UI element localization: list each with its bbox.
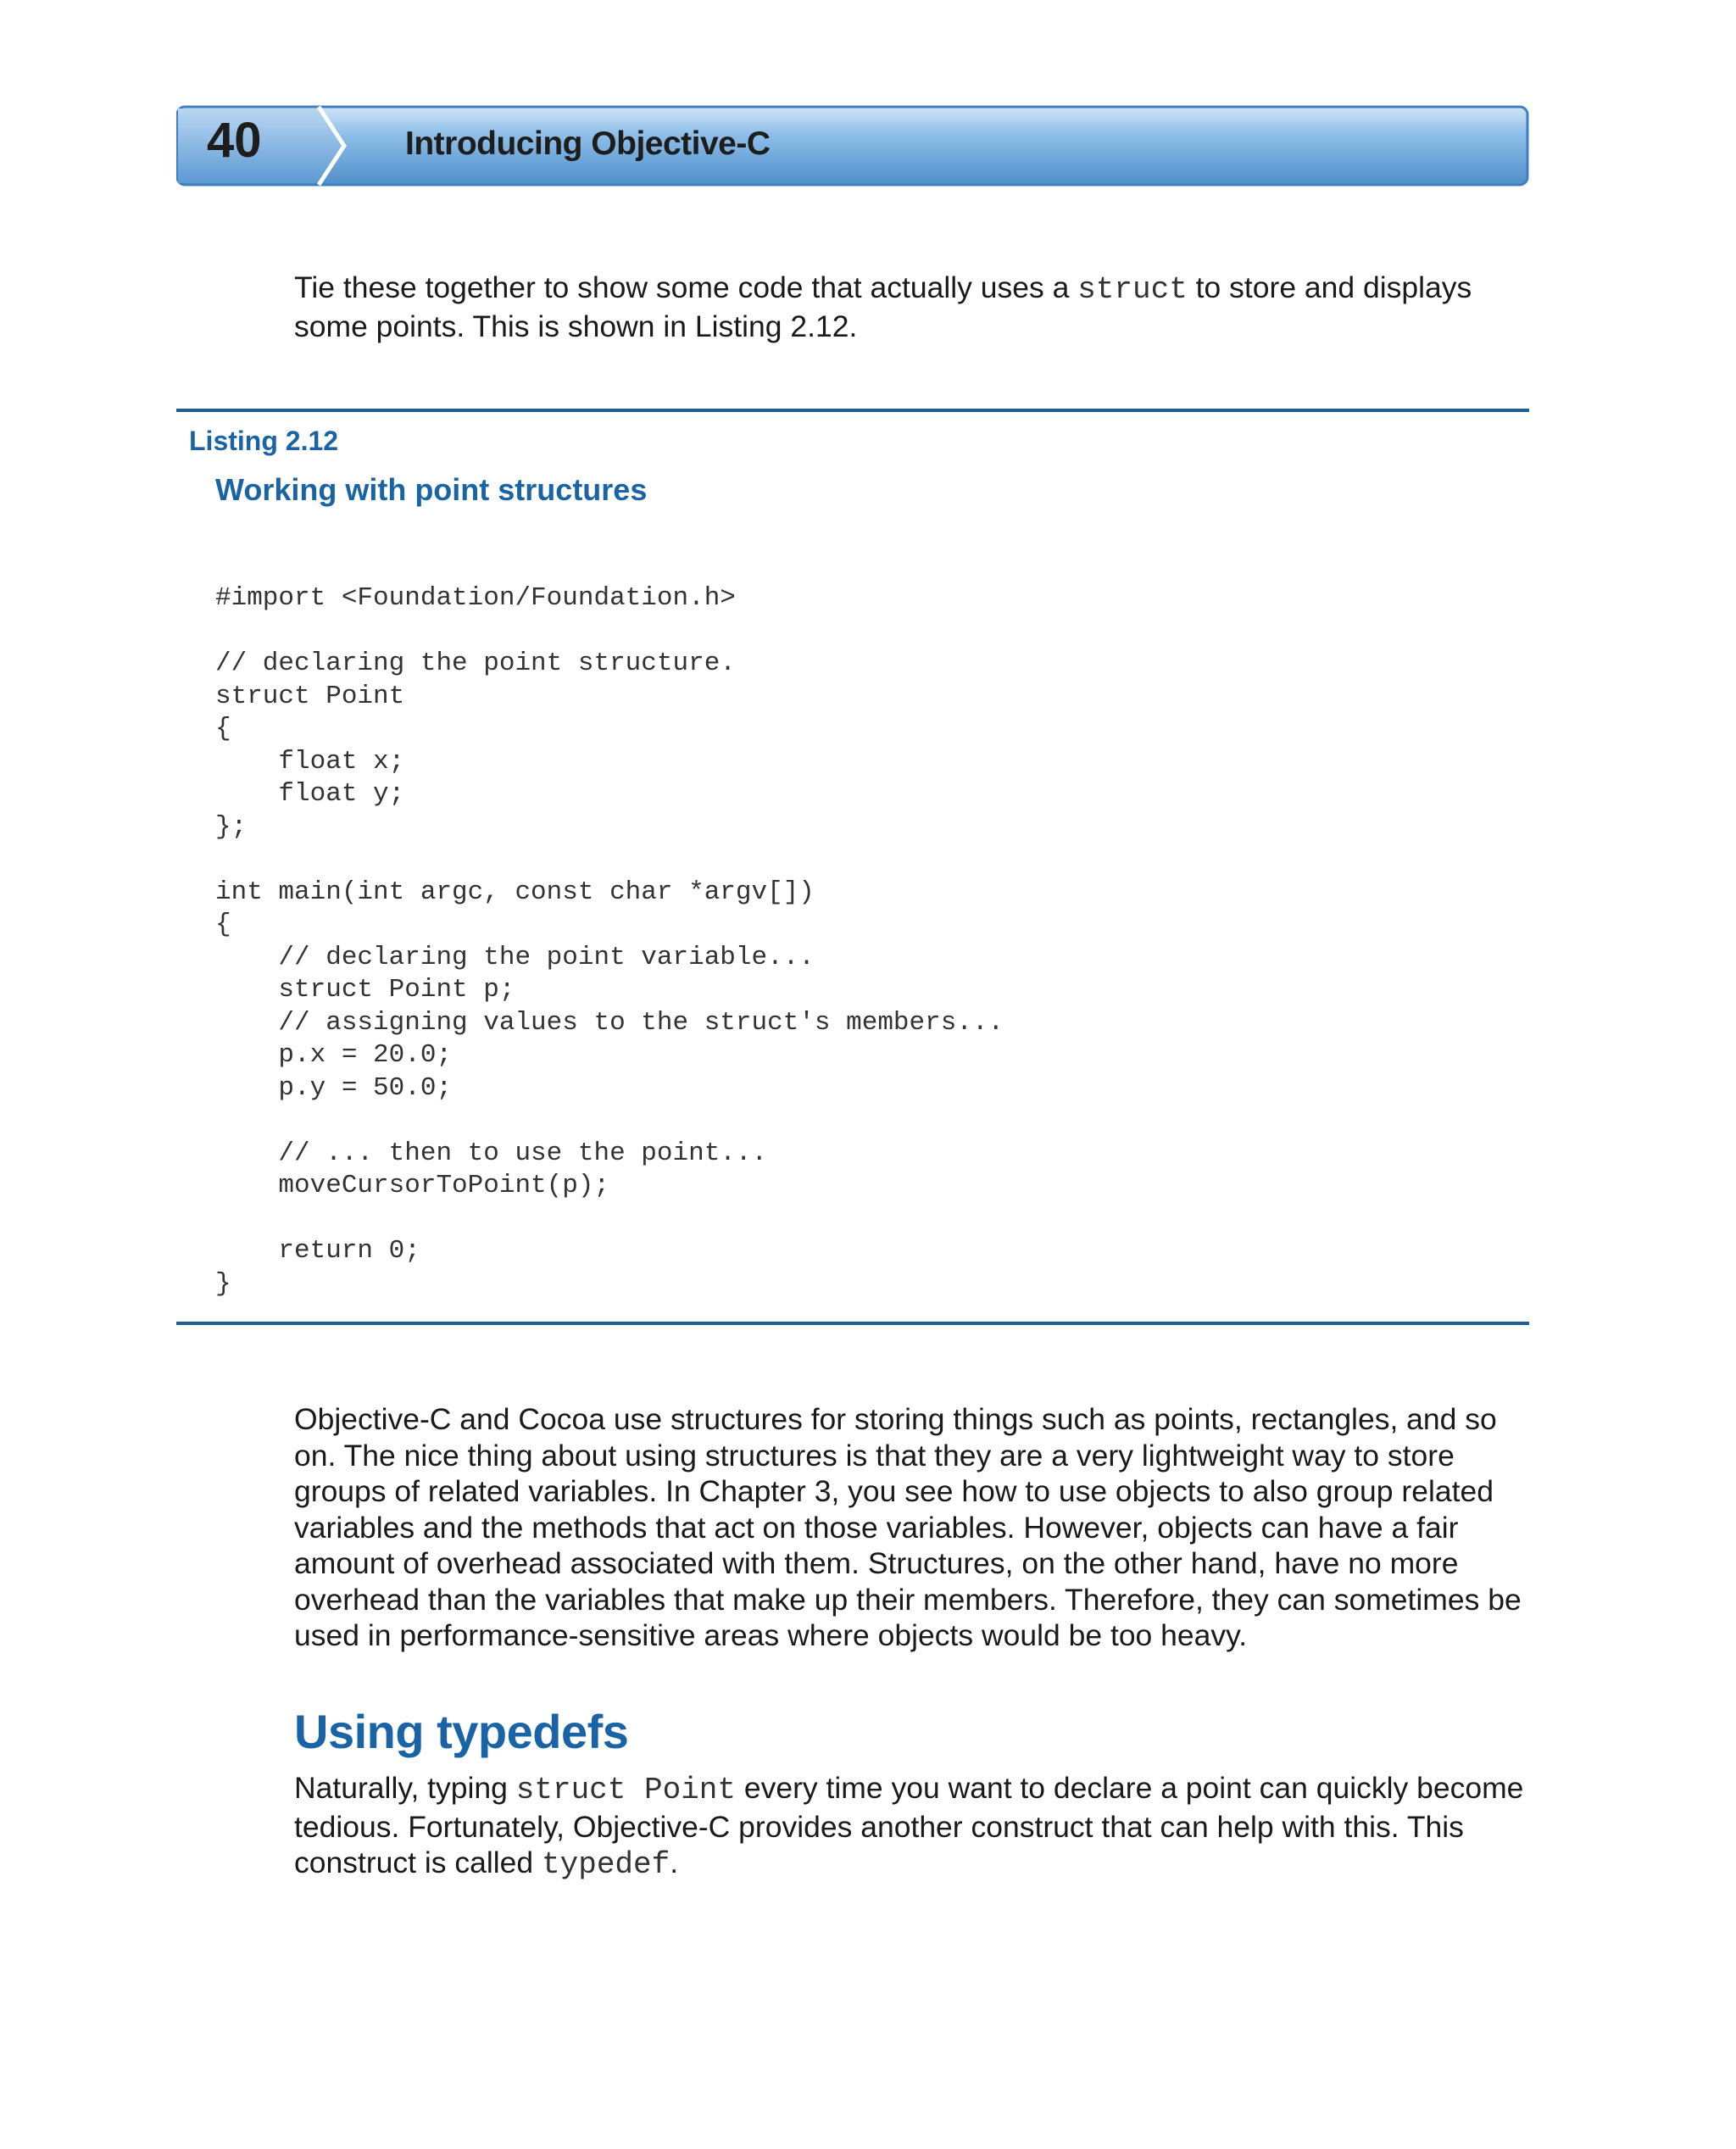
inline-code-struct-point: struct Point [515,1773,737,1807]
intro-text-before: Tie these together to show some code that actually uses a [294,270,1078,304]
section-text-2: every time you want to declare a point can quickly become tedious. Fortunately, Objective-C provides another construct that can help with this. This construct is called [294,1771,1524,1879]
section-text-1: Naturally, typing [294,1771,516,1805]
listing-bottom-rule [176,1322,1529,1325]
body-paragraph: Objective-C and Cocoa use structures for storing things such as points, rectangles, and so on. The nice thing about using structures is that they are a very lightweight way to store groups of related variables. In Chapter 3, you see how to use objects to also group related variables and the methods that act on those variables. However, objects can have a fair amount of overhead associated with them. Structures, on the other hand, have no more overhead than the variables that make up their members. Therefore, they can sometimes be used in performance-sensitive areas where objects would be too heavy. [294,1402,1522,1652]
code-listing: #import <Foundation/Foundation.h> // declaring the point structure. struct Point { float x; float y; }; int main(int argc, const char *argv[]) { // declaring the point variable... struct Point p; // assigning values to the struct's members... p.x = 20.0; p.y = 50.0; // ... then to use the point... moveCursorToPoint(p); return 0; } [215,583,1004,1299]
running-title: Introducing Objective-C [405,125,771,162]
listing-top-rule [176,409,1529,412]
header-band-graphic [176,105,1529,187]
listing-label: Listing 2.12 [189,426,339,456]
section-text-3: . [670,1846,679,1879]
listing-title: Working with point structures [215,472,648,507]
section-heading: Using typedefs [294,1705,629,1758]
section-paragraph [294,1770,1527,1884]
intro-paragraph [294,270,1527,344]
inline-code-typedef: typedef [542,1847,670,1882]
intro-text-after: to store and displays some points. This is shown in Listing 2.12. [294,270,1472,343]
running-header [176,105,1529,187]
page-number: 40 [207,113,262,168]
inline-code-struct: struct [1077,272,1188,307]
